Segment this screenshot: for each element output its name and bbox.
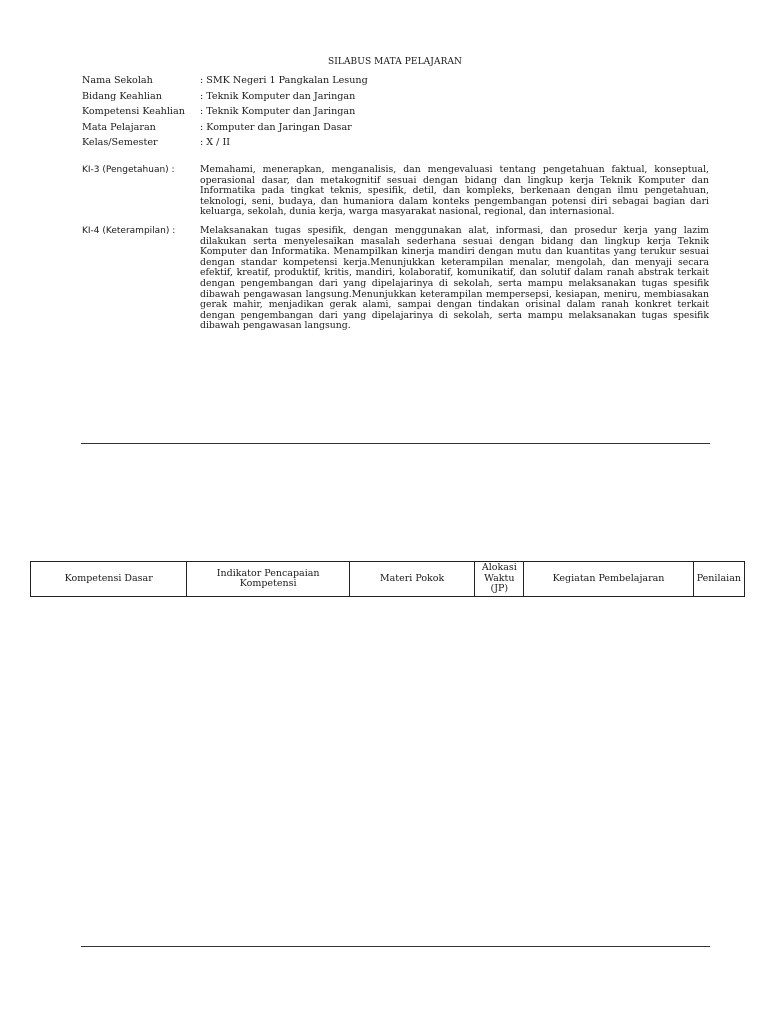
ki4-text: Melaksanakan tugas spesifik, dengan menggunakan alat, informasi, dan prosedur kerja yang lazim dilakukan serta menyelesaikan masalah sederhana sesuai dengan bidang dan lingkup kerja Teknik Komputer dan Informatika. Menampilkan kinerja mandiri dengan mutu dan kuantitas yang terukur sesuai dengan standar kompetensi kerja.Menunjukkan keterampilan menalar, mengolah, dan menyaji secara efektif, kreatif, produktif, kritis, mandiri, kolaboratif, komunikatif, dan solutif dalam ranah abstrak terkait dengan pengembangan dari yang dipelajarinya di sekolah, serta mampu melaksanakan tugas spesifik dibawah pengawasan langsung.Menunjukkan keterampilan mempersepsi, kesiapan, meniru, membiasakan gerak mahir, menjadikan gerak alami, sampai dengan tindakan orisinal dalam ranah konkret terkait dengan pengembangan dari yang dipelajarinya di sekolah, serta mampu melaksanakan tugas spesifik dibawah pengawasan langsung. [200, 225, 709, 332]
info-label: Nama Sekolah [82, 75, 153, 86]
school-info [82, 73, 368, 151]
table-header-row [31, 562, 745, 597]
header-kegiatan: Kegiatan Pembelajaran [524, 562, 693, 597]
syllabus-table [30, 561, 745, 597]
info-value: : Teknik Komputer dan Jaringan [200, 106, 356, 117]
info-row-class [82, 135, 368, 151]
info-row-field [82, 89, 368, 105]
divider-line-bottom [81, 946, 710, 947]
info-row-school [82, 73, 368, 89]
ki3-label: KI-3 (Pengetahuan) : [82, 165, 175, 175]
header-alokasi-waktu: Alokasi Waktu (JP) [475, 562, 524, 597]
info-value: : Teknik Komputer dan Jaringan [200, 90, 356, 102]
info-label: Mata Pelajaran [82, 121, 156, 133]
info-row-competency [82, 104, 368, 120]
info-label: Kompetensi Keahlian [82, 106, 185, 117]
info-value: : X / II [200, 137, 231, 148]
info-row-subject [82, 120, 368, 136]
info-value: : SMK Negeri 1 Pangkalan Lesung [200, 75, 368, 86]
info-label: Bidang Keahlian [82, 90, 162, 102]
ki3-text: Memahami, menerapkan, menganalisis, dan mengevaluasi tentang pengetahuan faktual, konseptual, operasional dasar, dan metakognitif sesuai dengan bidang dan lingkup kerja Teknik Komputer dan Informatika pada tingkat teknis, spesifik, detil, dan kompleks, berkenaan dengan ilmu pengetahuan, teknologi, seni, budaya, dan humaniora dalam konteks pengembangan potensi diri sebagai bagian dari keluarga, sekolah, dunia kerja, warga masyarakat nasional, regional, dan internasional. [200, 164, 709, 218]
header-materi-pokok: Materi Pokok [349, 562, 474, 597]
document-title: SILABUS MATA PELAJARAN [327, 57, 463, 67]
ki4-label: KI-4 (Keterampilan) : [82, 226, 176, 236]
header-indikator: Indikator Pencapaian Kompetensi [187, 562, 349, 597]
header-penilaian: Penilaian [693, 562, 744, 597]
info-value: : Komputer dan Jaringan Dasar [200, 121, 352, 133]
divider-line-top [81, 443, 710, 444]
info-label: Kelas/Semester [82, 137, 158, 148]
header-kompetensi-dasar: Kompetensi Dasar [31, 562, 187, 597]
